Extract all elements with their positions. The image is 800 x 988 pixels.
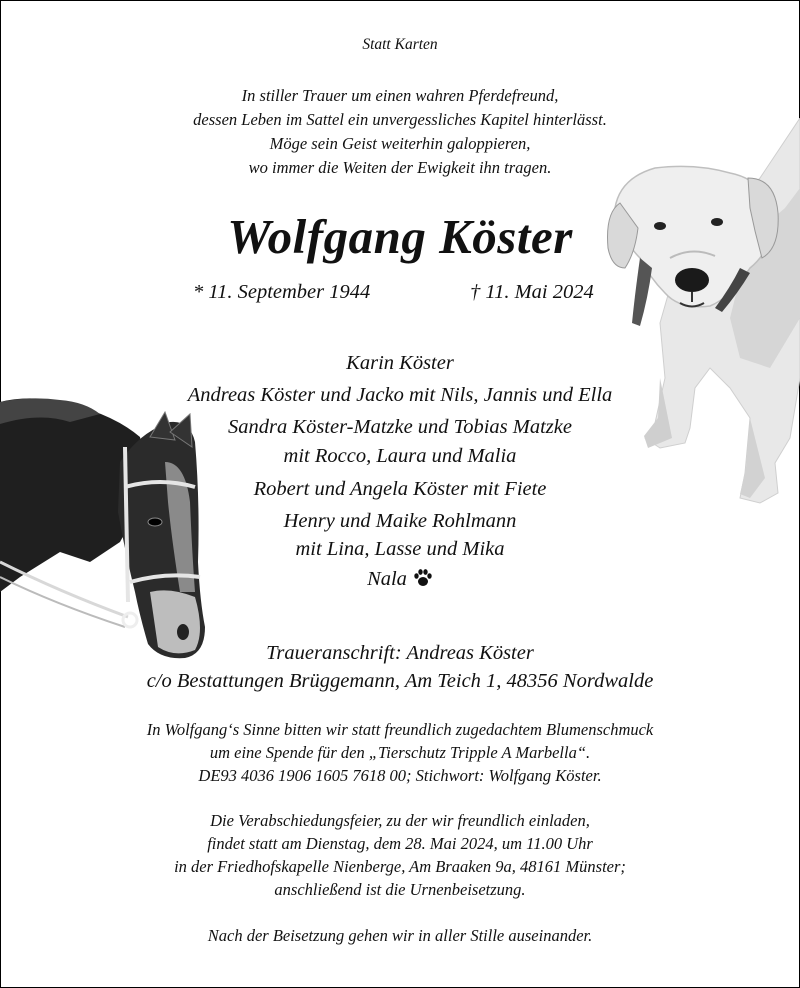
mourner-line: mit Lina, Lasse und Mika [295, 538, 505, 560]
mourner-line: Sandra Köster-Matzke und Tobias Matzke [228, 416, 572, 438]
ceremony-line: Die Verabschiedungsfeier, zu der wir freundlich einladen, [210, 811, 590, 830]
mourner-line: Karin Köster [346, 352, 454, 374]
poem-line: dessen Leben im Sattel ein unvergessliches Kapitel hinterlässt. [193, 110, 607, 129]
donation-line: um eine Spende für den „Tierschutz Tripple A Marbella“. [209, 743, 591, 762]
mourner-line: Robert und Angela Köster mit Fiete [253, 478, 547, 500]
donation-line: In Wolfgang‘s Sinne bitten wir statt freundlich zugedachtem Blumenschmuck [146, 720, 654, 739]
statt-karten: Statt Karten [362, 36, 438, 53]
ceremony-line: anschließend ist die Urnenbeisetzung. [274, 880, 526, 899]
address-line: c/o Bestattungen Brüggemann, Am Teich 1, 48356 Nordwalde [146, 670, 654, 692]
mourner-line: Henry und Maike Rohlmann [283, 510, 517, 532]
mourner-line: Nala [367, 568, 407, 590]
mourner-nala [0, 568, 800, 591]
ceremony-line: in der Friedhofskapelle Nienberge, Am Braaken 9a, 48161 Münster; [174, 857, 626, 876]
ceremony-line: findet statt am Dienstag, dem 28. Mai 2024, um 11.00 Uhr [207, 834, 593, 853]
poem-line: In stiller Trauer um einen wahren Pferdefreund, [241, 86, 559, 105]
donation-line: DE93 4036 1906 1605 7618 00; Stichwort: Wolfgang Köster. [198, 766, 602, 785]
address-line: Traueranschrift: Andreas Köster [266, 642, 534, 664]
mourner-line: Andreas Köster und Jacko mit Nils, Jannis und Ella [187, 384, 613, 406]
poem-line: Möge sein Geist weiterhin galoppieren, [269, 134, 531, 153]
poem-line: wo immer die Weiten der Ewigkeit ihn tragen. [248, 158, 552, 177]
birth-date: * 11. September 1944 [193, 281, 371, 303]
closing-line: Nach der Beisetzung gehen wir in aller Stille auseinander. [207, 926, 593, 945]
mourner-line: mit Rocco, Laura und Malia [283, 445, 517, 467]
deceased-name: Wolfgang Köster [227, 209, 573, 264]
death-date: † 11. Mai 2024 [470, 281, 594, 303]
paw-icon [413, 568, 433, 588]
